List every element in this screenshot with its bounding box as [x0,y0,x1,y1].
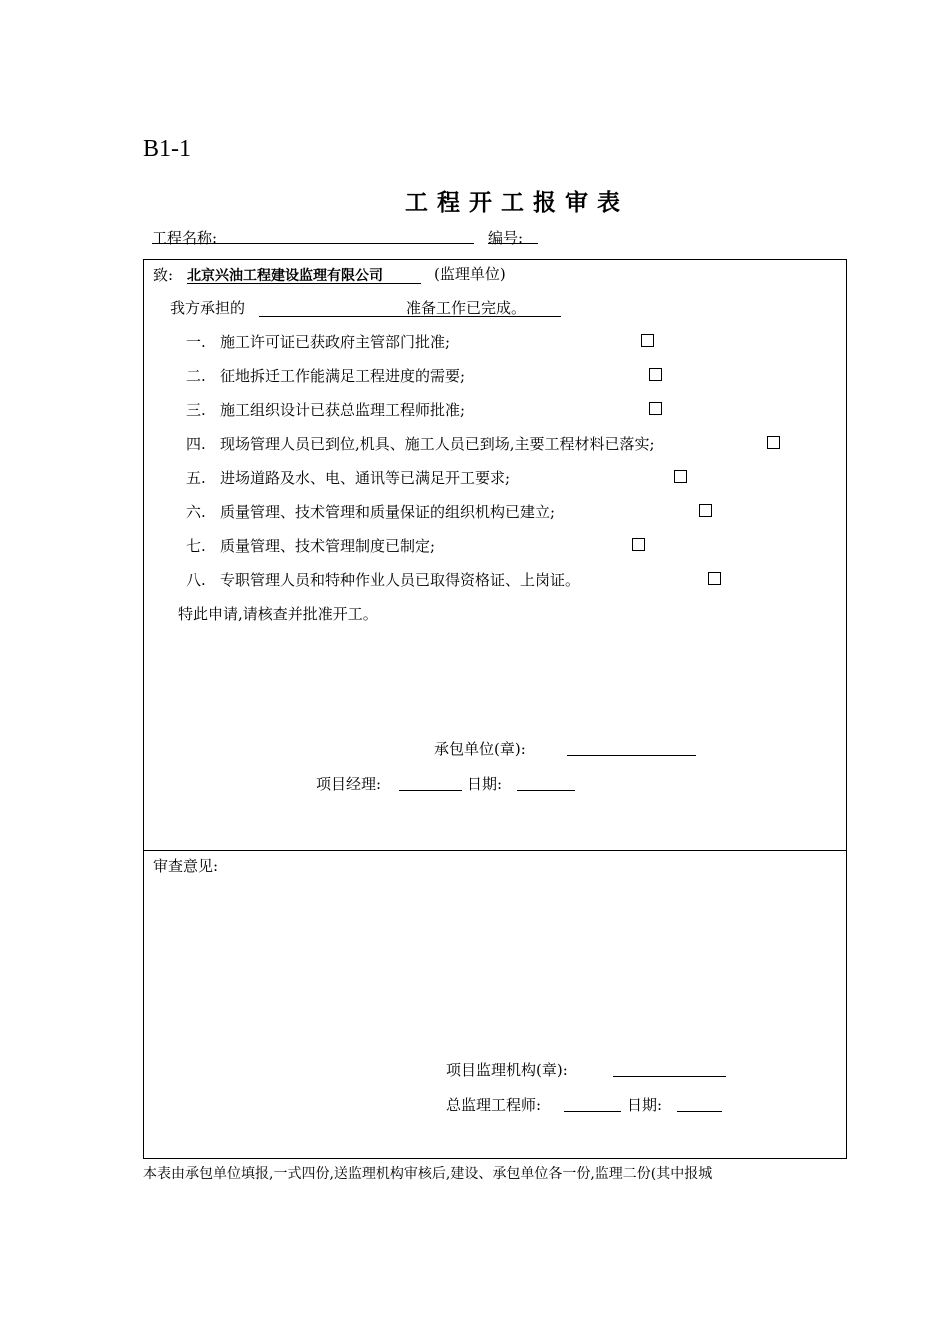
to-label: 致: [153,266,174,284]
chief-label: 总监理工程师: [446,1096,542,1114]
footnote: 本表由承包单位填报,一式四份,送监理机构审核后,建设、承包单位各一份,监理二份(其中报城 [143,1166,713,1182]
item-1-checkbox[interactable] [641,334,654,347]
item-7-text: 质量管理、技术管理制度已制定; [220,537,436,555]
pm-field[interactable] [399,790,462,791]
contractor-label: 承包单位(章): [434,740,526,758]
org-field[interactable] [613,1076,726,1077]
project-name-label: 工程名称: [152,229,218,247]
supervisor-suffix: (监理单位) [434,265,506,283]
item-6-num: 六. [186,503,206,521]
item-4-num: 四. [186,435,206,453]
org-label: 项目监理机构(章): [446,1061,568,1079]
item-3-checkbox[interactable] [649,402,662,415]
item-8-num: 八. [186,571,206,589]
item-5-num: 五. [186,469,206,487]
item-2-checkbox[interactable] [649,368,662,381]
item-2-num: 二. [186,367,206,385]
number-label: 编号: [488,229,524,247]
item-1-num: 一. [186,333,206,351]
contractor-field[interactable] [567,755,696,756]
opinion-label: 审查意见: [153,857,219,875]
intro-suffix: 准备工作已完成。 [406,299,527,317]
item-5-checkbox[interactable] [674,470,687,483]
item-6-checkbox[interactable] [699,504,712,517]
pm-date-label: 日期: [467,775,503,793]
item-2-text: 征地拆迁工作能满足工程进度的需要; [220,367,466,385]
page-title: 工程开工报审表 [405,190,629,216]
item-3-text: 施工组织设计已获总监理工程师批准; [220,401,466,419]
item-1-text: 施工许可证已获政府主管部门批准; [220,333,451,351]
supervisor-underline [187,283,421,284]
chief-field[interactable] [564,1111,621,1112]
item-6-text: 质量管理、技术管理和质量保证的组织机构已建立; [220,503,556,521]
form-code: B1-1 [143,136,191,162]
application-section [143,259,847,851]
number-field[interactable] [488,243,538,244]
item-3-num: 三. [186,401,206,419]
item-8-checkbox[interactable] [708,572,721,585]
item-8-text: 专职管理人员和特种作业人员已取得资格证、上岗证。 [220,571,581,589]
project-name-field[interactable] [152,243,474,244]
chief-date-label: 日期: [627,1096,663,1114]
intro-prefix: 我方承担的 [170,299,246,317]
item-7-checkbox[interactable] [632,538,645,551]
pm-label: 项目经理: [316,775,382,793]
chief-date-field[interactable] [677,1111,722,1112]
opinion-area[interactable] [153,881,833,1051]
item-4-checkbox[interactable] [767,436,780,449]
review-section [143,850,847,1159]
item-7-num: 七. [186,537,206,555]
item-5-text: 进场道路及水、电、通讯等已满足开工要求; [220,469,511,487]
item-4-text: 现场管理人员已到位,机具、施工人员已到场,主要工程材料已落实; [220,435,655,453]
supervisor-name: 北京兴油工程建设监理有限公司 [187,268,383,284]
pm-date-field[interactable] [517,790,575,791]
closing-statement: 特此申请,请核查并批准开工。 [178,605,378,623]
